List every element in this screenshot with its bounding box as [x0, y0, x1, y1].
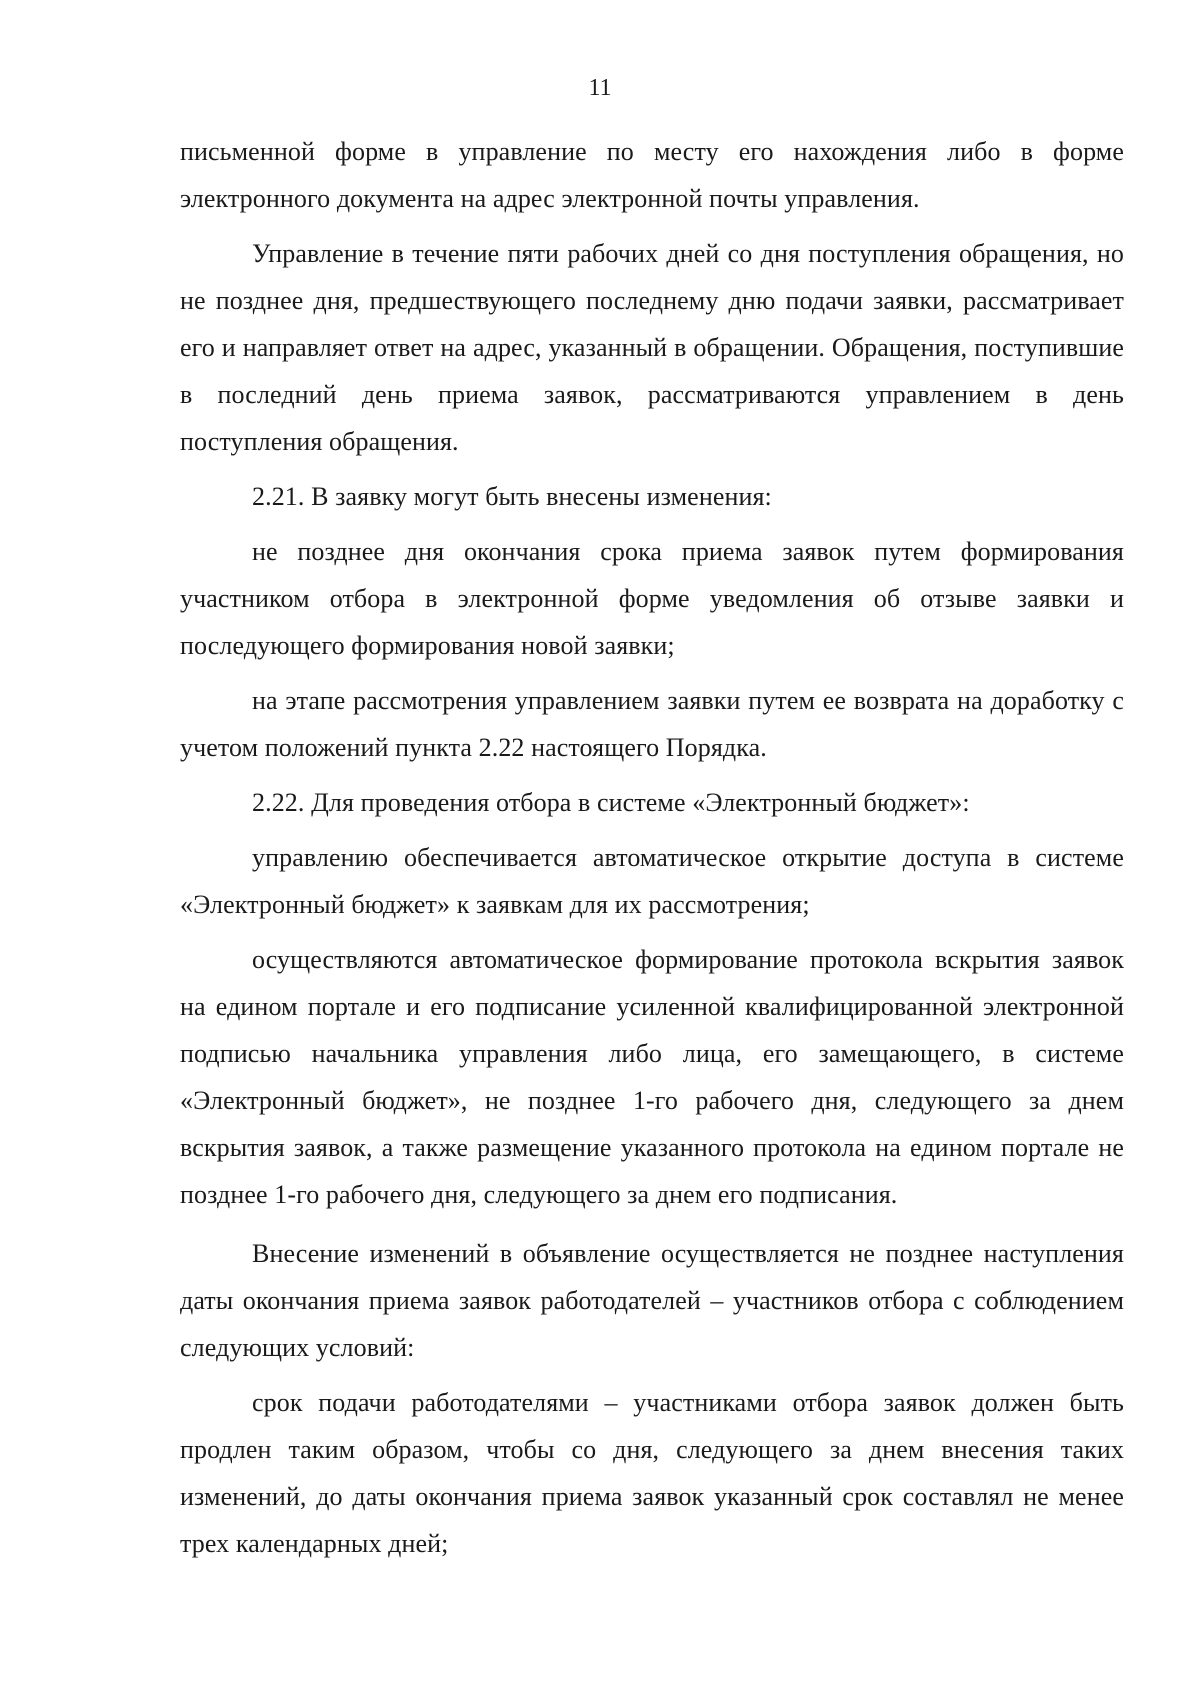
paragraph-9: Внесение изменений в объявление осуществляется не позднее наступления даты окончания приема заявок работодателей – участников отбора с соблюдением следующих условий: — [180, 1239, 1124, 1362]
paragraph-7: управлению обеспечивается автоматическое открытие доступа в системе «Электронный бюджет» к заявкам для их рассмотрения; — [180, 843, 1124, 919]
document-body — [180, 128, 1124, 1567]
paragraph-4: не позднее дня окончания срока приема заявок путем формирования участником отбора в электронной форме уведомления об отзыве заявки и последующего формирования новой заявки; — [180, 537, 1124, 660]
paragraph-3: 2.21. В заявку могут быть внесены изменения: — [252, 482, 772, 511]
page-number: 11 — [588, 75, 612, 101]
paragraph-2: Управление в течение пяти рабочих дней со дня поступления обращения, но не позднее дня, предшествующего последнему дню подачи заявки, рассматривает его и направляет ответ на адрес, указанный в обращении. Обращения, поступившие в последний день приема заявок, рассматриваются управлением в день поступления обращения. — [180, 239, 1124, 456]
paragraph-1: письменной форме в управление по месту его нахождения либо в форме электронного документа на адрес электронной почты управления. — [180, 137, 1124, 213]
paragraph-10: срок подачи работодателями – участниками отбора заявок должен быть продлен таким образом, чтобы со дня, следующего за днем внесения таких изменений, до даты окончания приема заявок указанный срок составлял не менее трех календарных дней; — [180, 1388, 1124, 1558]
paragraph-8: осуществляются автоматическое формирование протокола вскрытия заявок на едином портале и его подписание усиленной квалифицированной электронной подписью начальника управления либо лица, его замещающего, в системе «Электронный бюджет», не позднее 1-го рабочего дня, следующего за днем вскрытия заявок, а также размещение указанного протокола на едином портале не позднее 1-го рабочего дня, следующего за днем его подписания. — [180, 945, 1124, 1209]
paragraph-5: на этапе рассмотрения управлением заявки путем ее возврата на доработку с учетом положений пункта 2.22 настоящего Порядка. — [180, 686, 1124, 762]
paragraph-6: 2.22. Для проведения отбора в системе «Электронный бюджет»: — [252, 788, 970, 817]
